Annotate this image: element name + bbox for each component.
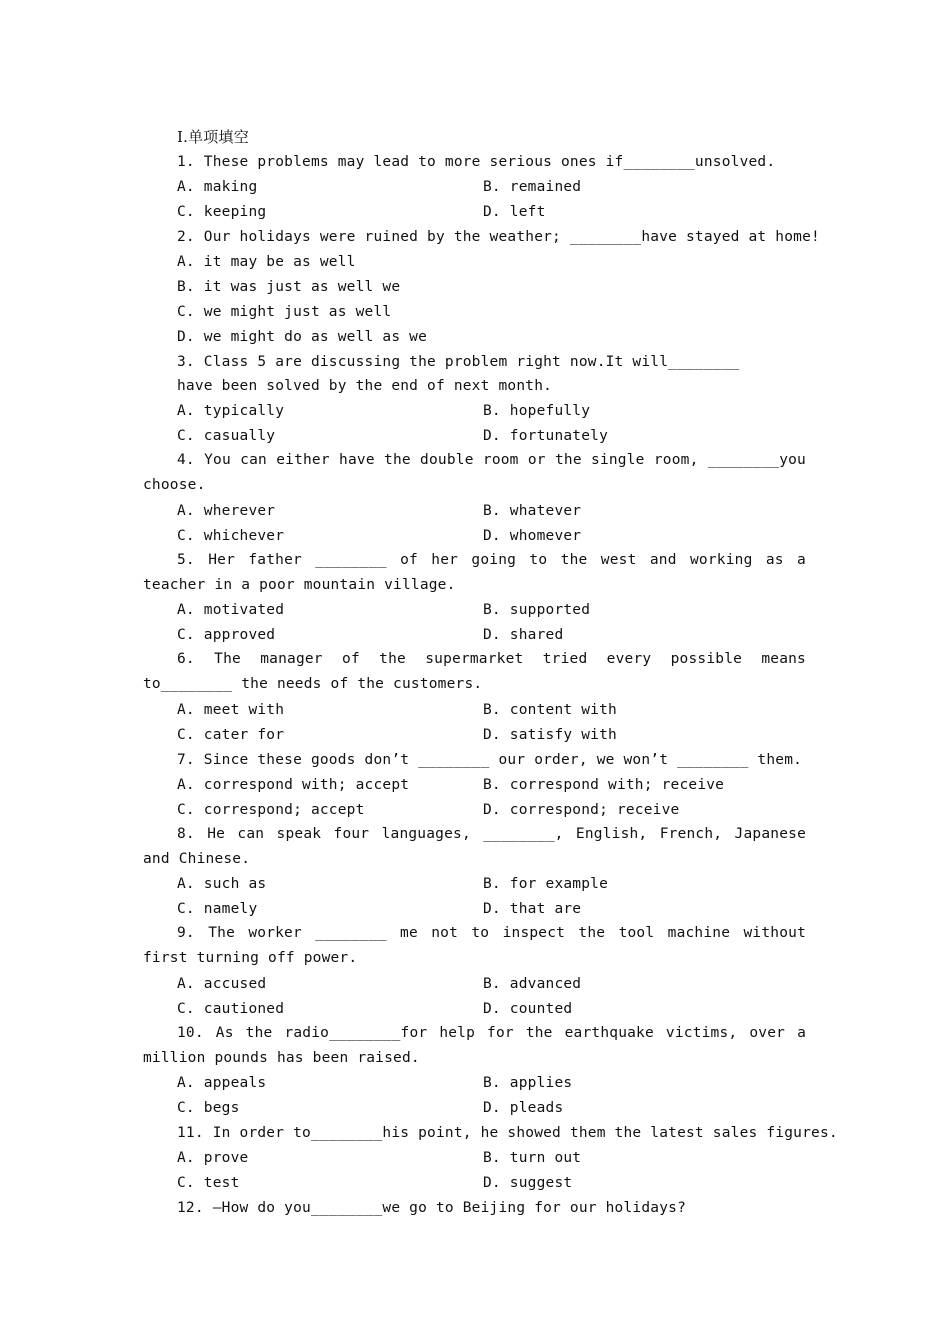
question-5-option-a: A. motivated bbox=[177, 602, 285, 618]
question-3-stem-line-2: have been solved by the end of next month. bbox=[177, 378, 553, 394]
question-11-option-c: C. test bbox=[177, 1175, 240, 1191]
question-9-option-a: A. accused bbox=[177, 976, 267, 992]
question-4-stem: 4. You can either have the double room or the single room, ________you choose. bbox=[143, 452, 806, 493]
question-3-option-d: D. fortunately bbox=[483, 428, 609, 444]
question-9-option-d: D. counted bbox=[483, 1001, 573, 1017]
question-8-option-b: B. for example bbox=[483, 876, 609, 892]
question-5-option-b: B. supported bbox=[483, 602, 591, 618]
question-6-option-b: B. content with bbox=[483, 702, 617, 718]
question-11-stem: 11. In order to________his point, he showed them the latest sales figures. bbox=[177, 1125, 838, 1141]
question-7-option-d: D. correspond; receive bbox=[483, 802, 680, 818]
question-2-option-b: B. it was just as well we bbox=[177, 279, 401, 295]
question-8-option-c: C. namely bbox=[177, 901, 258, 917]
question-2-stem: 2. Our holidays were ruined by the weather; ________have stayed at home! bbox=[177, 229, 820, 245]
question-10-stem-block bbox=[143, 1021, 806, 1071]
question-1-option-c: C. keeping bbox=[177, 204, 267, 220]
question-1-stem: 1. These problems may lead to more serious ones if________unsolved. bbox=[177, 154, 776, 170]
question-8-stem: 8. He can speak four languages, ________, English, French, Japanese and Chinese. bbox=[143, 826, 806, 867]
question-10-option-d: D. pleads bbox=[483, 1100, 564, 1116]
question-9-option-b: B. advanced bbox=[483, 976, 582, 992]
question-4-option-a: A. wherever bbox=[177, 503, 276, 519]
question-10-stem: 10. As the radio________for help for the earthquake victims, over a million pounds has been raised. bbox=[143, 1025, 806, 1066]
question-3-stem-line-1: 3. Class 5 are discussing the problem right now.It will________ bbox=[177, 354, 740, 370]
question-11-option-a: A. prove bbox=[177, 1150, 249, 1166]
question-7-option-b: B. correspond with; receive bbox=[483, 777, 725, 793]
question-2-option-c: C. we might just as well bbox=[177, 304, 392, 320]
question-7-option-a: A. correspond with; accept bbox=[177, 777, 410, 793]
question-5-stem: 5. Her father ________ of her going to the west and working as a teacher in a poor mountain village. bbox=[143, 552, 806, 593]
question-8-option-d: D. that are bbox=[483, 901, 582, 917]
question-11-option-d: D. suggest bbox=[483, 1175, 573, 1191]
question-5-option-d: D. shared bbox=[483, 627, 564, 643]
question-4-option-c: C. whichever bbox=[177, 528, 285, 544]
section-title: Ⅰ.单项填空 bbox=[177, 128, 249, 146]
question-6-option-d: D. satisfy with bbox=[483, 727, 617, 743]
question-9-option-c: C. cautioned bbox=[177, 1001, 285, 1017]
question-4-stem-block bbox=[143, 448, 806, 498]
question-2-option-d: D. we might do as well as we bbox=[177, 329, 428, 345]
question-6-option-c: C. cater for bbox=[177, 727, 285, 743]
question-3-option-a: A. typically bbox=[177, 403, 285, 419]
question-2-option-a: A. it may be as well bbox=[177, 254, 356, 270]
question-4-option-b: B. whatever bbox=[483, 503, 582, 519]
question-4-option-d: D. whomever bbox=[483, 528, 582, 544]
question-1-option-b: B. remained bbox=[483, 179, 582, 195]
question-6-stem-block bbox=[143, 647, 806, 697]
question-1-option-a: A. making bbox=[177, 179, 258, 195]
question-10-option-c: C. begs bbox=[177, 1100, 240, 1116]
question-10-option-b: B. applies bbox=[483, 1075, 573, 1091]
question-8-option-a: A. such as bbox=[177, 876, 267, 892]
question-3-option-b: B. hopefully bbox=[483, 403, 591, 419]
question-6-option-a: A. meet with bbox=[177, 702, 285, 718]
question-9-stem-block bbox=[143, 921, 806, 971]
question-7-stem: 7. Since these goods don’t ________ our order, we won’t ________ them. bbox=[177, 752, 803, 768]
question-5-option-c: C. approved bbox=[177, 627, 276, 643]
question-10-option-a: A. appeals bbox=[177, 1075, 267, 1091]
question-7-option-c: C. correspond; accept bbox=[177, 802, 365, 818]
question-9-stem: 9. The worker ________ me not to inspect the tool machine without first turning off power. bbox=[143, 925, 806, 966]
question-11-option-b: B. turn out bbox=[483, 1150, 582, 1166]
question-5-stem-block bbox=[143, 548, 806, 598]
question-1-option-d: D. left bbox=[483, 204, 546, 220]
question-12-stem: 12. —How do you________we go to Beijing for our holidays? bbox=[177, 1200, 686, 1216]
question-8-stem-block bbox=[143, 822, 806, 872]
question-6-stem: 6. The manager of the supermarket tried every possible means to________ the needs of the customers. bbox=[143, 651, 806, 692]
question-3-option-c: C. casually bbox=[177, 428, 276, 444]
